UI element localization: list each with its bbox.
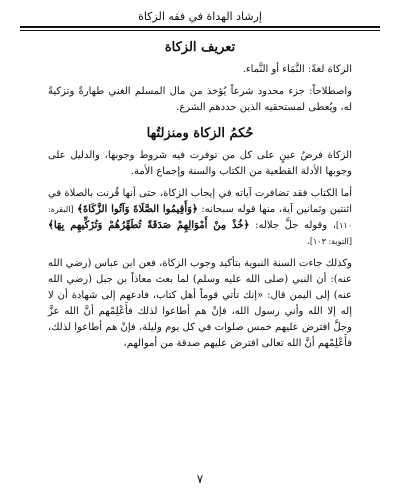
verse-reference-1: [البقرة: ١١٠] [48,205,352,230]
paragraph-sunnah-evidence: وكذلك جاءت السنة النبوية بتأكيد وجوب الزكاة، فعن ابن عباس (رضي الله عنه): أن النبي (صلى الله عليه وسلم) لما بعث معاذاً بن جبل (رضي الله عنه) إلى اليمن قال: «إنك تأتي قوماً أهل كتاب، فادعهم إلى شهادة أن لا إله إلا الله وأني رسول الله، فإنْ هم أطاعوا لذلك فأَعْلِمْهم أنَّ الله عزَّ وجلَّ افترض عليهم خمس صلوات في كل يوم وليلة، فإنْ هم أطاعوا لذلك، فأَعْلِمْهم أنَّ الله تعالى افترض عليهم صدقة من أموالهم، [48,258,352,349]
quran-verse-2: ﴿خُذْ مِنْ أَمْوَالِهِمْ صَدَقَةً تُطَهِّرُهُمْ وَتُزَكِّيهِم بِهَا﴾ [48,220,250,231]
page-number: ٧ [196,472,204,486]
paragraph-linguistic-definition: الزكاة لغةً: النَّمَاء أو النَّماء. [242,64,352,75]
section-title-ruling: حُكمُ الزكاة ومنزلتُها [146,126,254,141]
page-content [48,40,352,358]
section-title-definition: تعريف الزكاة [164,40,236,55]
running-header: إرشاد الهداة في فقه الزكاة [20,10,380,28]
paragraph-ruling: الزكاة فرضُ عينٍ على كل من توفرت فيه شروط وجوبها، والدليل على وجوبها الأدلة القطعية من الكتاب والسنة وإجماع الأمة. [48,150,352,177]
paragraph-quran-evidence: أما الكتاب فقد تضافرت آياته في إيجاب الزكاة، حتى أنها قُرنت بالصلاة في اثنتين وثمانين آية، منها قوله سبحانه: ﴿وَأَقِيمُوا الصَّلَاةَ وَآتُوا الزَّكَاةَ﴾ [البقرة: ١١٠]، وقوله جلَّ جلاله: ﴿خُذْ مِنْ أَمْوَالِهِمْ صَدَقَةً تُطَهِّرُهُمْ وَتُزَكِّيهِم بِهَا﴾ [التوبة: ١٠٣]. [48,188,352,247]
quran-mid-text: ، وقوله جلَّ جلاله: [255,220,336,231]
header-rule [20,30,380,31]
verse-reference-2: [التوبة: ١٠٣] [309,237,352,246]
quran-intro-text: أما الكتاب فقد تضافرت آياته في إيجاب الزكاة، حتى أنها قُرنت بالصلاة في اثنتين وثمانين آية، منها قوله سبحانه: [48,188,352,215]
paragraph-technical-definition: واصطلاحاً: جزء محدود شرعاً يُؤخذ من مال المسلم الغني طهارةً وتزكيةً له، ويُعطى لمستحقيه الذين حددهم الشرع. [48,86,352,113]
quran-verse-1: ﴿وَأَقِيمُوا الصَّلَاةَ وَآتُوا الزَّكَاةَ﴾ [77,204,198,215]
